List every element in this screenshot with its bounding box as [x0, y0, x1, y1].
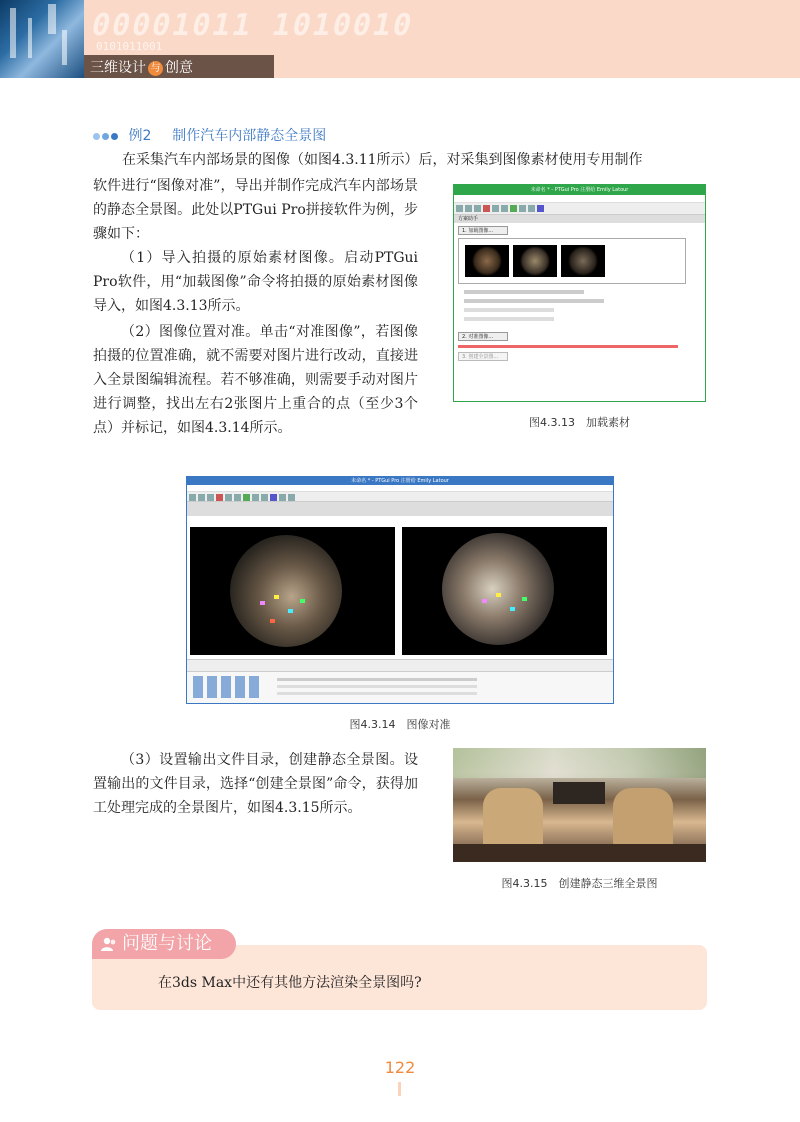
section-title: 三维设计 与 创意 [90, 60, 193, 76]
discussion-tag: 问题与讨论 [92, 929, 236, 959]
left-image-panel [190, 527, 395, 655]
figure-4-3-14-caption: 图4.3.14 图像对准 [349, 718, 451, 731]
settings-area [464, 290, 695, 326]
warning-line [458, 345, 678, 348]
example-title: 制作汽车内部静态全景图 [172, 128, 327, 144]
right-image-panel [402, 527, 607, 655]
window-toolbar [187, 492, 613, 502]
people-icon [100, 935, 118, 953]
window-tabs: 方案助手 [454, 215, 705, 223]
header-decor-small: 0101011001 [96, 40, 163, 53]
window-menubar [187, 485, 613, 492]
bullet-dots-icon [93, 128, 120, 144]
example-heading [93, 125, 326, 145]
window-titlebar: 未命名 * - PTGui Pro 注册给 Emily Latour [454, 185, 705, 195]
thumbnail-2 [513, 245, 557, 277]
thumbnail-strip [458, 238, 686, 284]
window-menubar [454, 195, 705, 203]
intro-paragraph: 软件进行“图像对准”，导出并制作完成汽车内部场景的静态全景图。此处以PTGui Pro拼接软件为例，步骤如下： [93, 178, 418, 242]
figure-4-3-13-caption: 图4.3.13 加载素材 [529, 416, 630, 429]
window-toolbar [454, 203, 705, 215]
window-tabs [187, 502, 613, 516]
intro-line-1: 在采集汽车内部场景的图像（如图4.3.11所示）后，对采集到图像素材使用专用制作 [122, 152, 643, 168]
page-number-tick [398, 1082, 401, 1096]
create-panorama-button: 3. 创建全景图... [458, 352, 508, 361]
thumbnail-3 [561, 245, 605, 277]
figure-4-3-15-caption: 图4.3.15 创建静态三维全景图 [501, 877, 658, 890]
car-interior-panorama-image [453, 748, 706, 862]
step-1-paragraph: （1）导入拍摄的原始素材图像。启动PTGui Pro软件，用“加载图像”命令将拍摄的原始素材图像导入，如图4.3.13所示。 [93, 250, 418, 314]
ptgui-load-images-screenshot [453, 184, 706, 402]
control-point-markers [260, 595, 320, 635]
align-images-button: 2. 对准图像... [458, 332, 508, 341]
control-point-markers [482, 593, 542, 633]
ptgui-align-images-screenshot [186, 476, 614, 704]
page-number: 122 [384, 1058, 416, 1077]
page-header [0, 0, 800, 78]
step-2-paragraph: （2）图像位置对准。单击“对准图像”，若图像拍摄的位置准确，就不需要对图片进行改动，直接进入全景图编辑流程。若不够准确，则需要手动对图片进行调整，找出左右2张图片上重合的点（至少3个点）并标记，如图4.3.14所示。 [93, 324, 418, 436]
load-images-button: 1. 加载图像... [458, 226, 508, 235]
zoom-controls-bar [187, 659, 614, 671]
window-titlebar: 未命名 * - PTGui Pro 注册给 Emily Latour [187, 477, 613, 485]
step-3-paragraph: （3）设置输出文件目录，创建静态全景图。设置输出的文件目录，选择“创建全景图”命令，获得加工处理完成的全景图片，如图4.3.15所示。 [93, 752, 418, 816]
header-photo [0, 0, 84, 78]
example-label: 例2 [128, 128, 152, 144]
header-decor-digits: 00001011 1010010 [88, 8, 417, 43]
thumbnail-1 [465, 245, 509, 277]
control-points-table [187, 671, 614, 704]
discussion-question: 在3ds Max中还有其他方法渲染全景图吗? [158, 975, 422, 991]
ampersand-badge: 与 [148, 61, 163, 76]
